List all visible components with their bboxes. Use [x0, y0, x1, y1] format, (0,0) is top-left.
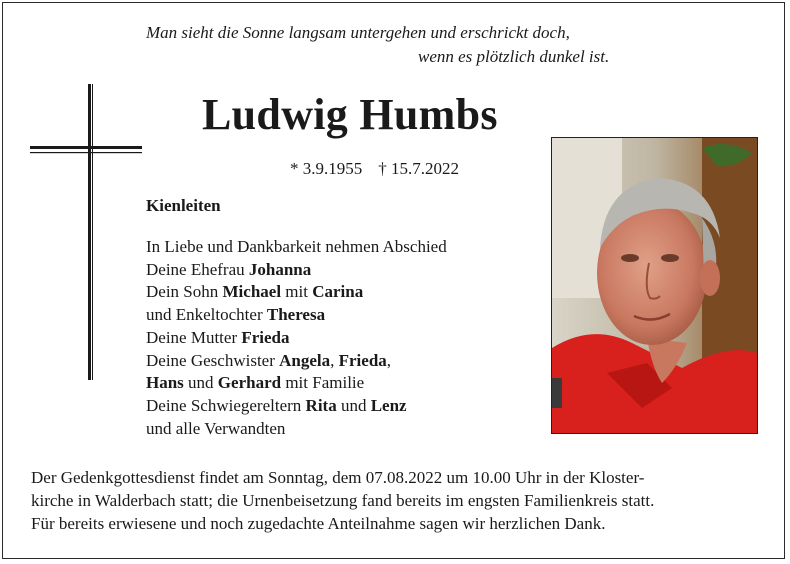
- mourner-name: Carina: [312, 282, 364, 302]
- mourner-name: Rita: [305, 395, 337, 415]
- mourner-line: [146, 304, 447, 327]
- life-dates: [290, 158, 459, 180]
- mourner-text: Deine Geschwister: [146, 350, 280, 370]
- mourner-name: Hans: [146, 373, 184, 393]
- mourner-line: [146, 327, 447, 350]
- mourner-line: [146, 418, 447, 441]
- mourner-line: [146, 350, 447, 373]
- mourner-name: Theresa: [266, 305, 326, 325]
- mourner-line: [146, 259, 447, 282]
- mourner-line: [146, 281, 447, 304]
- mourner-name: Frieda: [338, 350, 387, 370]
- mourner-text: ,: [330, 350, 339, 370]
- mourners-list: [146, 236, 447, 440]
- footer-line-2: kirche in Walderbach statt; die Urnenbeisetzung fand bereits im engsten Familienkreis statt.: [31, 491, 655, 510]
- mourner-name: Frieda: [241, 327, 290, 347]
- mourner-name: Angela: [279, 350, 331, 370]
- mourner-text: und alle Verwandten: [146, 418, 286, 438]
- footer-line-3: Für bereits erwiesene und noch zugedachte Anteilnahme sagen wir herzlichen Dank.: [31, 514, 606, 533]
- mourner-name: Michael: [222, 282, 282, 302]
- mourner-line: [146, 236, 447, 259]
- mourner-text: Dein Sohn: [146, 282, 223, 302]
- footer-text: [31, 466, 654, 535]
- mourner-text: Deine Mutter: [146, 327, 242, 347]
- mourner-text: ,: [386, 350, 392, 370]
- birth-date: * 3.9.1955: [290, 159, 363, 178]
- mourner-text: Deine Ehefrau: [146, 259, 249, 279]
- death-date: † 15.7.2022: [378, 159, 459, 178]
- quote-line-2: wenn es plötzlich dunkel ist.: [418, 47, 610, 66]
- mourner-name: Lenz: [370, 395, 407, 415]
- deceased-name: Ludwig Humbs: [202, 90, 498, 139]
- mourner-text: und: [336, 395, 371, 415]
- portrait-photo: [551, 137, 758, 434]
- mourner-name: Johanna: [248, 259, 312, 279]
- mourner-text: In Liebe und Dankbarkeit nehmen Abschied: [146, 237, 447, 256]
- mourner-line: [146, 395, 447, 418]
- home-place: Kienleiten: [146, 196, 221, 215]
- mourner-name: Gerhard: [217, 373, 282, 393]
- mourner-line: [146, 372, 447, 395]
- mourner-text: mit Familie: [281, 373, 365, 393]
- cross-icon: [30, 84, 146, 380]
- footer-line-1: Der Gedenkgottesdienst findet am Sonntag, dem 07.08.2022 um 10.00 Uhr in der Kloster-: [31, 468, 645, 487]
- quote-line-1: Man sieht die Sonne langsam untergehen und erschrickt doch,: [146, 23, 570, 42]
- mourner-text: Deine Schwiegereltern: [146, 395, 306, 415]
- mourner-text: und: [183, 373, 218, 393]
- mourner-text: mit: [281, 282, 313, 302]
- mourner-text: und Enkeltochter: [146, 305, 267, 325]
